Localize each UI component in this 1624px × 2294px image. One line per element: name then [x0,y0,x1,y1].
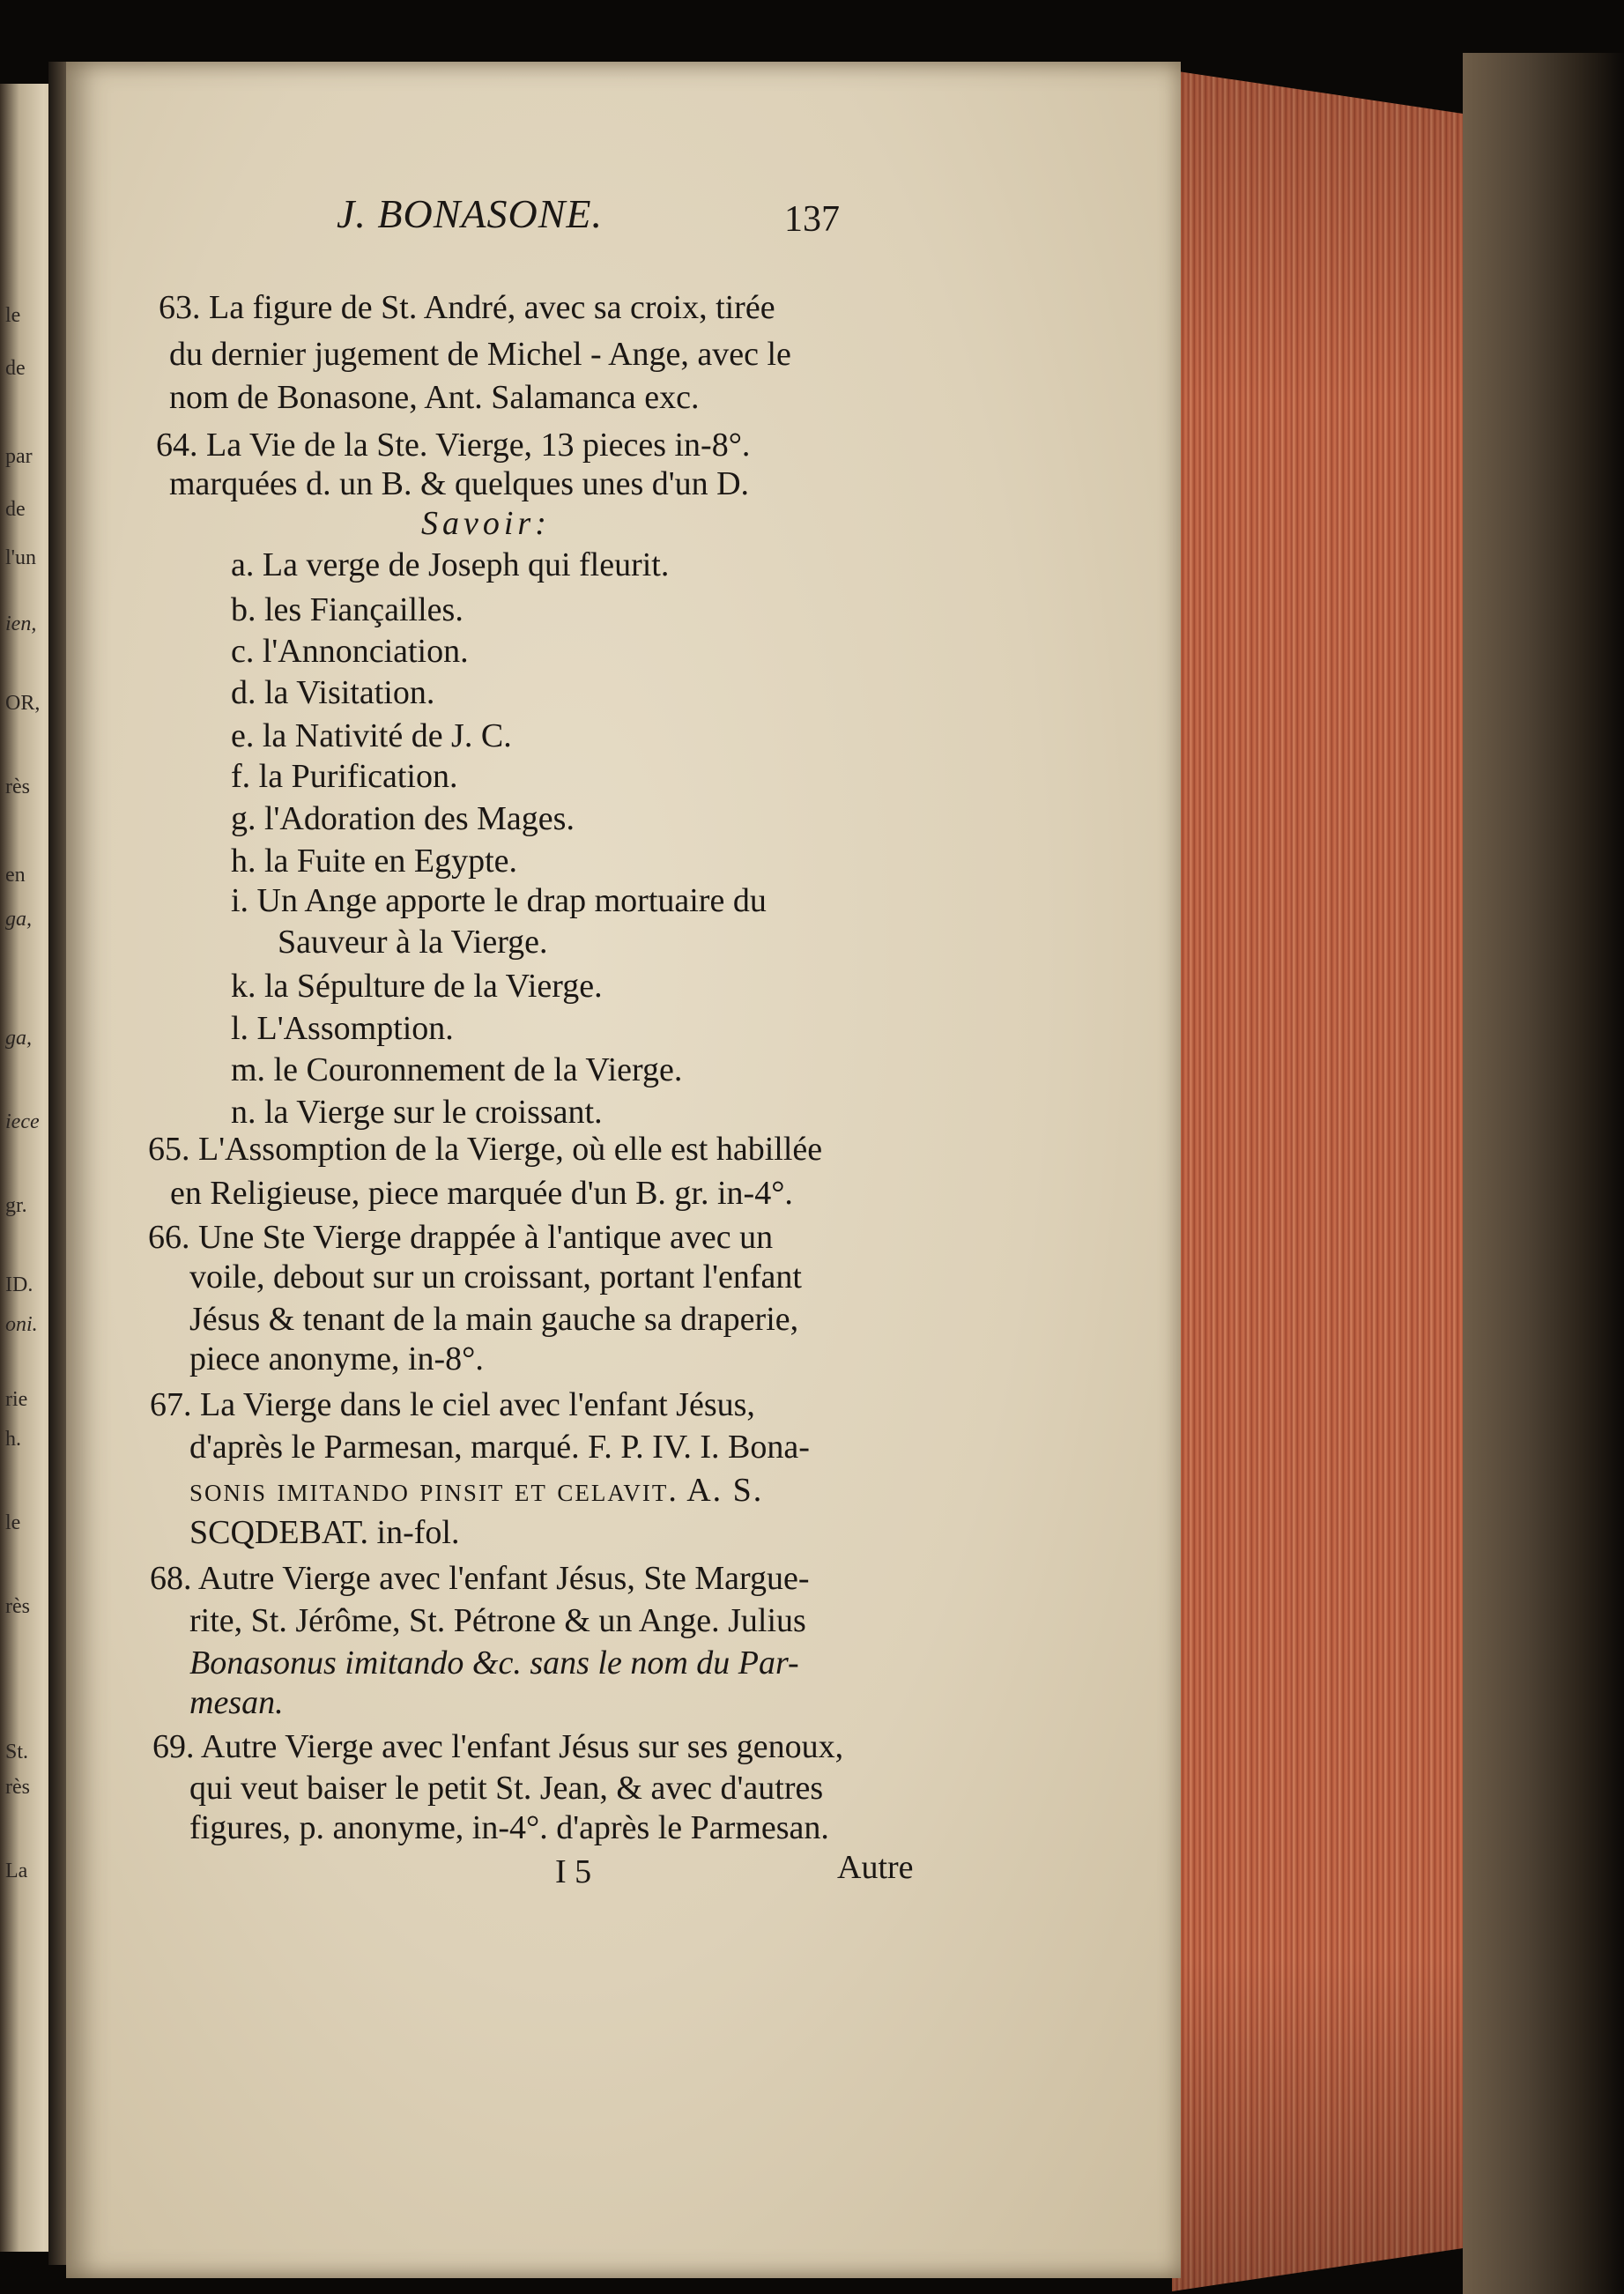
text-line: m. le Couronnement de la Vierge. [231,1051,683,1088]
text-line: f. la Purification. [231,758,458,795]
left-margin-word: ga, [5,1027,32,1050]
left-margin-word: rès [5,1595,30,1618]
page-number: 137 [784,199,840,240]
text-line: c. l'Annonciation. [231,633,469,670]
text-line: 69. Autre Vierge avec l'enfant Jésus sur ses genoux, [152,1728,844,1765]
text-line: e. la Nativité de J. C. [231,717,512,754]
text-line: qui veut baiser le petit St. Jean, & avec d'autres [189,1770,824,1807]
text-line: h. la Fuite en Egypte. [231,843,518,880]
text-line: du dernier jugement de Michel - Ange, avec le [169,336,791,373]
text-line: k. la Sépulture de la Vierge. [231,968,603,1005]
text-line: Savoir: [421,505,551,542]
left-margin-word: rie [5,1388,28,1411]
text-line: i. Un Ange apporte le drap mortuaire du [231,882,767,919]
text-line: piece anonyme, in-8°. [189,1340,484,1377]
text-line: 65. L'Assomption de la Vierge, où elle est habillée [148,1131,823,1168]
text-line: marquées d. un B. & quelques unes d'un D. [169,465,750,502]
text-line: en Religieuse, piece marquée d'un B. gr. in-4°. [170,1175,793,1212]
text-line: mesan. [189,1684,284,1721]
left-page-fragment [0,84,55,2252]
left-margin-word: h. [5,1428,21,1451]
text-line: g. l'Adoration des Mages. [231,800,575,837]
left-margin-word: en [5,864,26,887]
catchword: Autre [837,1849,914,1886]
left-margin-word: le [5,1511,21,1534]
text-line: rite, St. Jérôme, St. Pétrone & un Ange. Julius [189,1602,806,1639]
text-line: d. la Visitation. [231,674,435,711]
text-line: Sauveur à la Vierge. [278,924,548,961]
text-line: 63. La figure de St. André, avec sa croix, tirée [159,289,775,326]
left-margin-word: par [5,445,33,468]
text-line: sonis imitando pinsit et celavit. A. S. [189,1472,764,1509]
text-line: 67. La Vierge dans le ciel avec l'enfant Jésus, [150,1386,755,1423]
signature-mark: I 5 [555,1853,592,1890]
text-line: a. La verge de Joseph qui fleurit. [231,546,670,583]
book-binding [1463,53,1624,2294]
text-line: 64. La Vie de la Ste. Vierge, 13 pieces in-8°. [156,427,751,464]
left-margin-word: rès [5,776,30,798]
left-margin-word: iece [5,1110,40,1133]
page-fore-edge [1172,71,1472,2291]
text-line: n. la Vierge sur le croissant. [231,1094,603,1131]
text-line: 66. Une Ste Vierge drappée à l'antique avec un [148,1219,774,1256]
left-margin-word: le [5,304,21,327]
text-line: Bonasonus imitando &c. sans le nom du Par- [189,1644,799,1682]
left-margin-word: rès [5,1776,30,1799]
text-line: figures, p. anonyme, in-4°. d'après le Parmesan. [189,1809,829,1846]
left-margin-word: ien, [5,612,37,635]
text-line: SCQDEBAT. in-fol. [189,1514,460,1551]
left-margin-word: de [5,357,26,380]
running-head: J. BONASONE. [337,191,604,236]
left-margin-word: La [5,1860,28,1882]
text-line: b. les Fiançailles. [231,591,463,628]
text-line: l. L'Assomption. [231,1010,454,1047]
text-line: d'après le Parmesan, marqué. F. P. IV. I. Bona- [189,1429,810,1466]
left-margin-word: de [5,498,26,521]
left-margin-word: oni. [5,1313,38,1336]
text-line: Jésus & tenant de la main gauche sa draperie, [189,1301,799,1338]
left-margin-word: OR, [5,692,41,715]
left-margin-word: St. [5,1741,29,1763]
left-margin-word: ID. [5,1273,33,1296]
left-margin-word: l'un [5,546,36,569]
text-line: voile, debout sur un croissant, portant l'enfant [189,1258,802,1295]
left-margin-word: gr. [5,1194,27,1217]
text-line: nom de Bonasone, Ant. Salamanca exc. [169,379,700,416]
text-line: 68. Autre Vierge avec l'enfant Jésus, Ste Margue- [150,1560,810,1597]
left-margin-word: ga, [5,908,32,931]
